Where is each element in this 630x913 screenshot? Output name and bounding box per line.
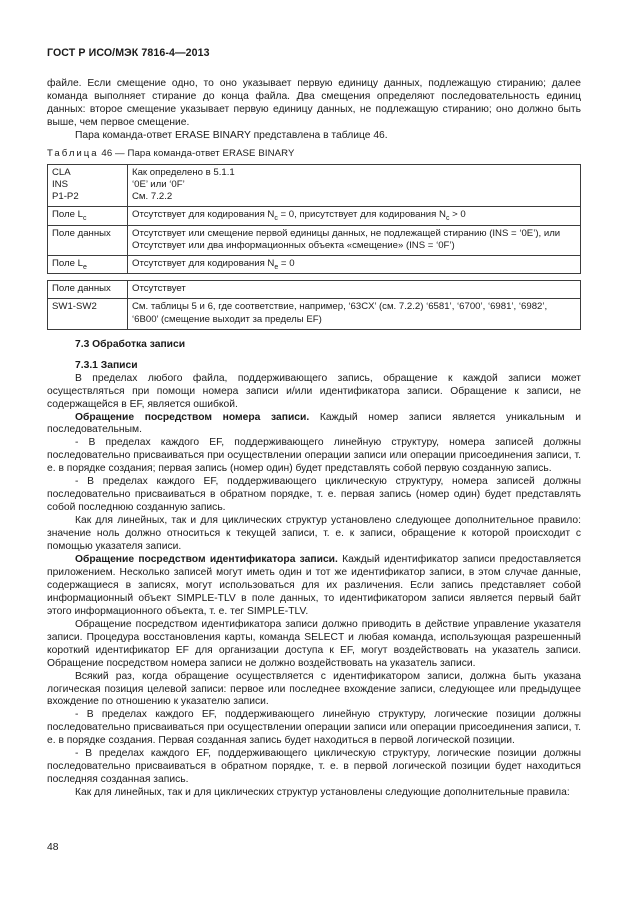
paragraph: Всякий раз, когда обращение осуществляется с идентификатором записи, должна быть указана логическая позиция целевой записи: первое или последнее вхождение записи, следующее или предыдущее вхождение по отношению к указателю записи.	[47, 670, 581, 708]
table-row	[48, 299, 581, 329]
page-number: 48	[47, 842, 59, 853]
paragraph-text: Каждый идентификатор записи предоставляется приложением. Несколько записей могут иметь один и тот же идентификатор записи, в этом случае данные, содержащиеся в записях, могут использоваться для их различения. Если запись представляет собой информационный объект SIMPLE-TLV в поле данных, то идентификатором записи является первый байт этого информационного объекта, т. е. тег SIMPLE-TLV.	[47, 554, 581, 617]
paragraph: Как для линейных, так и для циклических структур установлено следующее дополнительное правило: значение ноль должно относиться к текущей записи, т. е. к записи, обращение к которой происходит с помощью указателя записи.	[47, 515, 581, 553]
paragraph-lead: Обращение посредством идентификатора записи.	[75, 554, 338, 565]
table-row	[48, 281, 581, 299]
caption-text: 46 — Пара команда-ответ ERASE BINARY	[98, 147, 295, 159]
field-label: Поле L	[52, 209, 83, 221]
table-cell-desc: Отсутствует или смещение первой единицы данных, не подлежащей стиранию (INS = ‘0E’), или Отсутствует или два информационных объекта «смещение» (INS = ‘0F’)	[128, 225, 581, 255]
table-cell-desc	[128, 207, 581, 225]
paragraph: - В пределах каждого EF, поддерживающего линейную структуру, логические позиции должны последовательно присваиваться при осуществлении операции записи или операции присоединения записи, т. е. в порядке создания. Первая созданная запись будет находиться в первой логической позиции.	[47, 709, 581, 747]
paragraph: В пределах любого файла, поддерживающего запись, обращение к каждой записи может осуществляться при помощи номера записи и/или идентификатора записи. Обращение к записи, не содержащейся в EF, является ошибкой.	[47, 372, 581, 410]
table-cell-field	[48, 207, 128, 225]
table-row	[48, 225, 581, 255]
paragraph: - В пределах каждого EF, поддерживающего циклическую структуру, логические позиции должны последовательно присваиваться в обратном порядке, т. е. в первой логической позиции будет находиться последняя созданная запись.	[47, 748, 581, 786]
desc-text: Отсутствует для кодирования N	[132, 257, 275, 269]
table-cell-desc: Отсутствует	[128, 281, 581, 299]
paragraph: - В пределах каждого EF, поддерживающего линейную структуру, номера записей должны последовательно присваиваться при осуществлении операции записи или операции присоединения записи, т. е. в порядке создания; первая запись (номер один) будет представлять собой первую созданную запись.	[47, 437, 581, 475]
paragraph: файле. Если смещение одно, то оно указывает первую единицу данных, подлежащую стиранию; далее команда выполняет стирание до конца файла. Два смещения определяют последовательность единиц данных: второе смещение указывает первую единицу данных, не подлежащую стиранию; оно должно быть выше, чем первое смещение.	[47, 78, 581, 128]
table-cell-field: Поле данных	[48, 281, 128, 299]
table-cell-field: SW1-SW2	[48, 299, 128, 329]
table-caption	[47, 148, 581, 161]
table-cell-desc: См. таблицы 5 и 6, где соответствие, например, ‘63CX’ (см. 7.2.2) ‘6581’, ‘6700’, ‘6981’, ‘6982’, ‘6B00’ (смещение выходит за пределы EF)	[128, 299, 581, 329]
section-heading: 7.3 Обработка записи	[75, 338, 186, 350]
table-row	[48, 207, 581, 225]
desc-text: = 0	[278, 257, 295, 269]
table-row	[48, 164, 581, 207]
paragraph: Обращение посредством идентификатора записи должно приводить в действие управление указателя записи. Процедура восстановления карты, команда SELECT и любая команда, использующая разрешенный короткий идентификатор EF для организации доступа к EF, могут воздействовать на указатель записи. Обращение посредством номера записи не должно воздействовать на указатель записи.	[47, 618, 581, 669]
table-cell-field: Поле данных	[48, 225, 128, 255]
subscript: c	[274, 215, 278, 223]
paragraph	[47, 554, 581, 619]
document-header: ГОСТ Р ИСО/МЭК 7816-4—2013	[47, 47, 210, 59]
table-cell-desc: Как определено в 5.1.1 ‘0E’ или ‘0F’ См. 7.2.2	[128, 164, 581, 207]
subscript: c	[82, 215, 87, 223]
command-response-table	[47, 164, 581, 330]
paragraph: Как для линейных, так и для циклических структур установлены следующие дополнительные правила:	[75, 787, 570, 799]
desc-text: Отсутствует для кодирования N	[132, 209, 275, 221]
page-content	[47, 78, 581, 800]
table-gap	[48, 274, 581, 281]
subscript: c	[445, 215, 450, 223]
table-cell-field: CLA INS P1-P2	[48, 164, 128, 207]
paragraph: - В пределах каждого EF, поддерживающего циклическую структуру, номера записей должны последовательно присваиваться в обратном порядке, т. е. первая запись (номер один) будет представлять собой последнюю созданную запись.	[47, 476, 581, 514]
field-label: Поле L	[52, 257, 83, 269]
caption-prefix: Таблица	[47, 147, 99, 159]
gap-cell	[48, 274, 581, 281]
paragraph: Пара команда-ответ ERASE BINARY представлена в таблице 46.	[75, 129, 388, 141]
paragraph-lead: Обращение посредством номера записи.	[75, 411, 310, 423]
desc-text: = 0, присутствует для кодирования N	[277, 209, 446, 221]
subsection-heading: 7.3.1 Записи	[75, 359, 138, 371]
subscript: e	[274, 263, 279, 271]
subscript: e	[82, 263, 87, 271]
paragraph-text: Каждый номер записи является уникальным и последовательным.	[47, 411, 581, 436]
table-cell-desc	[128, 255, 581, 273]
table-row	[48, 255, 581, 273]
paragraph	[47, 412, 581, 438]
table-cell-field	[48, 255, 128, 273]
desc-text: > 0	[449, 209, 466, 221]
